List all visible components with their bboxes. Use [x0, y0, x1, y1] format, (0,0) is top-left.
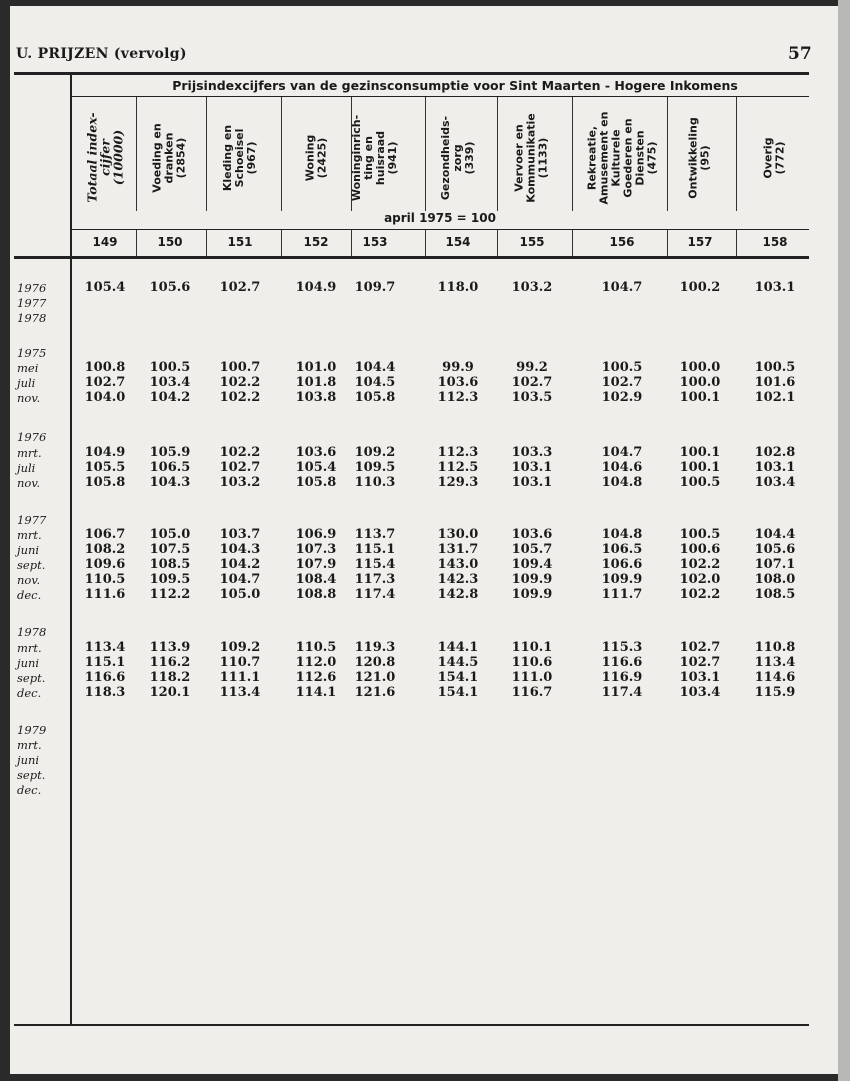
table-cell: 108.8 — [295, 587, 337, 602]
table-cell: 110.1 — [511, 640, 553, 655]
row-label: mrt. — [17, 446, 42, 460]
table-cell: 109.7 — [354, 280, 396, 295]
table-cell: 104.9 — [295, 280, 337, 295]
table-cell: 110.5 — [295, 640, 337, 655]
table-cell: 110.8 — [754, 640, 796, 655]
table-cell: 154.1 — [437, 670, 479, 685]
table-cell: 105.4 — [295, 460, 337, 475]
table-cell: 117.4 — [601, 685, 643, 700]
table-cell: 102.8 — [754, 445, 796, 460]
table-cell: 104.5 — [354, 375, 396, 390]
column-heading — [423, 100, 493, 215]
table-cell: 104.7 — [601, 280, 643, 295]
title-rule — [70, 96, 809, 97]
table-cell: 105.4 — [84, 280, 126, 295]
table-cell: 121.0 — [354, 670, 396, 685]
table-cell: 100.5 — [601, 360, 643, 375]
table-cell: 105.0 — [219, 587, 261, 602]
table-cell: 105.5 — [84, 460, 126, 475]
table-title: Prijsindexcijfers van de gezinsconsumptie voor Sint Maarten - Hogere Inkomens — [172, 78, 738, 93]
table-cell: 103.2 — [219, 475, 261, 490]
column-divider — [206, 230, 207, 256]
column-heading-text: Rekreatie, Amusement en Kulturele Goederen en Diensten (475) — [585, 111, 659, 204]
row-label: juli — [17, 461, 36, 475]
column-number: 153 — [362, 235, 388, 249]
row-label: sept. — [17, 768, 46, 782]
table-cell: 104.7 — [601, 445, 643, 460]
row-label: mrt. — [17, 528, 42, 542]
row-label: nov. — [17, 391, 41, 405]
table-cell: 103.1 — [754, 460, 796, 475]
table-cell: 115.9 — [754, 685, 796, 700]
row-label: 1978 — [17, 311, 47, 325]
table-cell: 105.0 — [149, 527, 191, 542]
table-cell: 120.8 — [354, 655, 396, 670]
table-cell: 103.6 — [511, 527, 553, 542]
table-cell: 99.9 — [442, 360, 474, 375]
table-cell: 103.7 — [219, 527, 261, 542]
column-heading — [665, 100, 735, 215]
table-cell: 100.1 — [679, 460, 721, 475]
table-cell: 119.3 — [354, 640, 396, 655]
table-cell: 101.0 — [295, 360, 337, 375]
page-edge — [838, 0, 850, 1081]
table-cell: 107.1 — [754, 557, 796, 572]
table-cell: 109.9 — [511, 587, 553, 602]
table-cell: 102.7 — [679, 655, 721, 670]
header-bottom-rule — [14, 256, 809, 259]
table-cell: 131.7 — [437, 542, 479, 557]
table-cell: 117.4 — [354, 587, 396, 602]
table-cell: 104.4 — [754, 527, 796, 542]
table-cell: 107.9 — [295, 557, 337, 572]
table-cell: 104.2 — [149, 390, 191, 405]
table-cell: 116.9 — [601, 670, 643, 685]
table-cell: 109.5 — [149, 572, 191, 587]
table-cell: 102.7 — [511, 375, 553, 390]
table-cell: 100.1 — [679, 445, 721, 460]
running-head: U. PRIJZEN (vervolg) — [16, 46, 187, 62]
table-cell: 106.9 — [295, 527, 337, 542]
column-heading — [205, 100, 275, 215]
table-cell: 105.8 — [354, 390, 396, 405]
column-divider — [736, 230, 737, 256]
page-number: 57 — [788, 44, 812, 64]
row-label: 1979 — [17, 723, 47, 737]
table-cell: 104.4 — [354, 360, 396, 375]
table-cell: 100.5 — [679, 527, 721, 542]
table-cell: 109.6 — [84, 557, 126, 572]
table-cell: 118.0 — [437, 280, 479, 295]
table-cell: 103.1 — [511, 460, 553, 475]
table-cell: 114.6 — [754, 670, 796, 685]
column-heading-text: Vervoer en Kommunikatie (1133) — [513, 112, 551, 203]
table-cell: 110.6 — [511, 655, 553, 670]
table-cell: 102.7 — [601, 375, 643, 390]
column-heading — [70, 100, 140, 215]
row-label: dec. — [17, 783, 42, 797]
table-cell: 102.7 — [219, 460, 261, 475]
table-cell: 115.3 — [601, 640, 643, 655]
table-cell: 107.5 — [149, 542, 191, 557]
table-cell: 100.5 — [679, 475, 721, 490]
table-cell: 103.1 — [754, 280, 796, 295]
base-period: april 1975 = 100 — [384, 211, 496, 225]
row-label: 1976 — [17, 430, 47, 444]
table-cell: 100.5 — [754, 360, 796, 375]
table-cell: 101.8 — [295, 375, 337, 390]
table-cell: 112.3 — [437, 390, 479, 405]
column-number: 155 — [519, 235, 545, 249]
table-cell: 113.4 — [219, 685, 261, 700]
table-cell: 106.5 — [601, 542, 643, 557]
row-label: nov. — [17, 573, 41, 587]
column-heading — [740, 100, 810, 215]
table-cell: 109.4 — [511, 557, 553, 572]
table-cell: 107.3 — [295, 542, 337, 557]
row-label: juni — [17, 543, 40, 557]
table-cell: 106.7 — [84, 527, 126, 542]
column-heading-text: Woninginrich- ting en huisraad (941) — [350, 114, 400, 201]
table-cell: 113.4 — [754, 655, 796, 670]
table-cell: 104.9 — [84, 445, 126, 460]
table-cell: 100.1 — [679, 390, 721, 405]
column-heading — [587, 100, 657, 215]
table-cell: 102.2 — [679, 587, 721, 602]
column-heading — [135, 100, 205, 215]
table-cell: 99.2 — [516, 360, 548, 375]
table-cell: 102.0 — [679, 572, 721, 587]
header-rule — [70, 229, 809, 230]
table-cell: 100.7 — [219, 360, 261, 375]
table-cell: 113.7 — [354, 527, 396, 542]
table-cell: 102.9 — [601, 390, 643, 405]
table-cell: 115.1 — [354, 542, 396, 557]
table-cell: 105.8 — [295, 475, 337, 490]
table-cell: 102.2 — [219, 390, 261, 405]
table-cell: 104.6 — [601, 460, 643, 475]
column-divider — [281, 230, 282, 256]
table-cell: 109.9 — [601, 572, 643, 587]
row-label: nov. — [17, 476, 41, 490]
column-number: 157 — [687, 235, 713, 249]
table-cell: 109.5 — [354, 460, 396, 475]
table-cell: 116.6 — [84, 670, 126, 685]
row-label: dec. — [17, 686, 42, 700]
table-cell: 106.5 — [149, 460, 191, 475]
table-cell: 105.6 — [149, 280, 191, 295]
table-cell: 103.2 — [511, 280, 553, 295]
table-cell: 112.6 — [295, 670, 337, 685]
column-number: 150 — [157, 235, 183, 249]
table-cell: 108.4 — [295, 572, 337, 587]
column-divider — [572, 97, 573, 211]
table-cell: 103.3 — [511, 445, 553, 460]
table-cell: 104.3 — [149, 475, 191, 490]
table-cell: 102.7 — [679, 640, 721, 655]
table-cell: 103.1 — [679, 670, 721, 685]
column-heading — [340, 100, 410, 215]
table-cell: 105.9 — [149, 445, 191, 460]
table-cell: 103.4 — [679, 685, 721, 700]
column-number: 154 — [445, 235, 471, 249]
table-cell: 129.3 — [437, 475, 479, 490]
table-cell: 112.0 — [295, 655, 337, 670]
table-cell: 118.2 — [149, 670, 191, 685]
table-cell: 154.1 — [437, 685, 479, 700]
table-cell: 103.6 — [295, 445, 337, 460]
table-cell: 115.1 — [84, 655, 126, 670]
table-cell: 110.3 — [354, 475, 396, 490]
table-cell: 102.1 — [754, 390, 796, 405]
table-cell: 112.3 — [437, 445, 479, 460]
table-cell: 103.5 — [511, 390, 553, 405]
column-divider — [136, 230, 137, 256]
row-label: 1977 — [17, 513, 47, 527]
row-label: mei — [17, 361, 39, 375]
table-cell: 117.3 — [354, 572, 396, 587]
table-cell: 100.0 — [679, 360, 721, 375]
bottom-rule — [14, 1024, 809, 1026]
table-cell: 142.3 — [437, 572, 479, 587]
column-heading-text: Ontwikkeling (95) — [687, 116, 713, 199]
row-label: sept. — [17, 671, 46, 685]
column-number: 152 — [303, 235, 329, 249]
row-label: 1978 — [17, 625, 47, 639]
column-number: 156 — [609, 235, 635, 249]
row-label: mrt. — [17, 738, 42, 752]
table-cell: 103.6 — [437, 375, 479, 390]
table-cell: 102.2 — [219, 445, 261, 460]
table-cell: 111.0 — [511, 670, 553, 685]
table-cell: 113.9 — [149, 640, 191, 655]
column-number: 158 — [762, 235, 788, 249]
table-cell: 108.5 — [754, 587, 796, 602]
row-label: dec. — [17, 588, 42, 602]
table-cell: 102.2 — [679, 557, 721, 572]
column-heading-text: Woning (2425) — [302, 134, 328, 181]
row-label: juni — [17, 753, 40, 767]
table-cell: 118.3 — [84, 685, 126, 700]
table-cell: 104.0 — [84, 390, 126, 405]
table-cell: 100.8 — [84, 360, 126, 375]
column-heading — [497, 100, 567, 215]
column-divider — [425, 230, 426, 256]
table-cell: 142.8 — [437, 587, 479, 602]
table-cell: 121.6 — [354, 685, 396, 700]
table-cell: 109.2 — [219, 640, 261, 655]
row-label: juni — [17, 656, 40, 670]
table-cell: 108.0 — [754, 572, 796, 587]
table-cell: 105.6 — [754, 542, 796, 557]
table-cell: 114.1 — [295, 685, 337, 700]
column-number: 149 — [92, 235, 118, 249]
table-cell: 111.6 — [84, 587, 126, 602]
row-label: 1975 — [17, 346, 47, 360]
table-cell: 102.7 — [219, 280, 261, 295]
table-cell: 104.8 — [601, 527, 643, 542]
table-cell: 113.4 — [84, 640, 126, 655]
table-cell: 130.0 — [437, 527, 479, 542]
row-label: 1976 — [17, 281, 47, 295]
table-cell: 108.2 — [84, 542, 126, 557]
table-cell: 144.1 — [437, 640, 479, 655]
column-heading-text: Voeding en dranken (2854) — [151, 122, 188, 193]
table-cell: 112.2 — [149, 587, 191, 602]
table-cell: 111.7 — [601, 587, 643, 602]
table-cell: 102.2 — [219, 375, 261, 390]
table-cell: 100.2 — [679, 280, 721, 295]
table-cell: 116.6 — [601, 655, 643, 670]
table-cell: 144.5 — [437, 655, 479, 670]
column-heading-text: Gezondheids- zorg (339) — [439, 115, 477, 200]
table-cell: 111.1 — [219, 670, 261, 685]
table-cell: 100.5 — [149, 360, 191, 375]
column-heading-text: Kleding en Schoeisel (967) — [220, 124, 258, 191]
table-cell: 104.7 — [219, 572, 261, 587]
column-divider — [572, 230, 573, 256]
column-divider — [736, 97, 737, 211]
column-number: 151 — [227, 235, 253, 249]
table-cell: 104.3 — [219, 542, 261, 557]
table-cell: 143.0 — [437, 557, 479, 572]
table-cell: 110.5 — [84, 572, 126, 587]
table-cell: 103.1 — [511, 475, 553, 490]
table-cell: 103.4 — [149, 375, 191, 390]
table-cell: 104.8 — [601, 475, 643, 490]
column-heading-text: Totaal index- cijfer (10000) — [84, 112, 126, 203]
table-cell: 110.7 — [219, 655, 261, 670]
table-cell: 103.4 — [754, 475, 796, 490]
column-heading-text: Overig (772) — [762, 136, 787, 179]
table-cell: 112.5 — [437, 460, 479, 475]
row-label: mrt. — [17, 641, 42, 655]
top-rule — [14, 72, 809, 75]
table-cell: 102.7 — [84, 375, 126, 390]
row-label: juli — [17, 376, 36, 390]
table-cell: 103.8 — [295, 390, 337, 405]
table-cell: 105.7 — [511, 542, 553, 557]
row-label: sept. — [17, 558, 46, 572]
table-cell: 100.6 — [679, 542, 721, 557]
stub-divider — [70, 74, 72, 1025]
table-cell: 104.2 — [219, 557, 261, 572]
table-cell: 106.6 — [601, 557, 643, 572]
column-divider — [497, 230, 498, 256]
table-cell: 109.2 — [354, 445, 396, 460]
table-cell: 120.1 — [149, 685, 191, 700]
table-cell: 105.8 — [84, 475, 126, 490]
row-label: 1977 — [17, 296, 47, 310]
table-cell: 115.4 — [354, 557, 396, 572]
table-cell: 101.6 — [754, 375, 796, 390]
table-cell: 116.2 — [149, 655, 191, 670]
table-cell: 116.7 — [511, 685, 553, 700]
table-cell: 108.5 — [149, 557, 191, 572]
column-divider — [667, 230, 668, 256]
table-cell: 100.0 — [679, 375, 721, 390]
table-cell: 109.9 — [511, 572, 553, 587]
